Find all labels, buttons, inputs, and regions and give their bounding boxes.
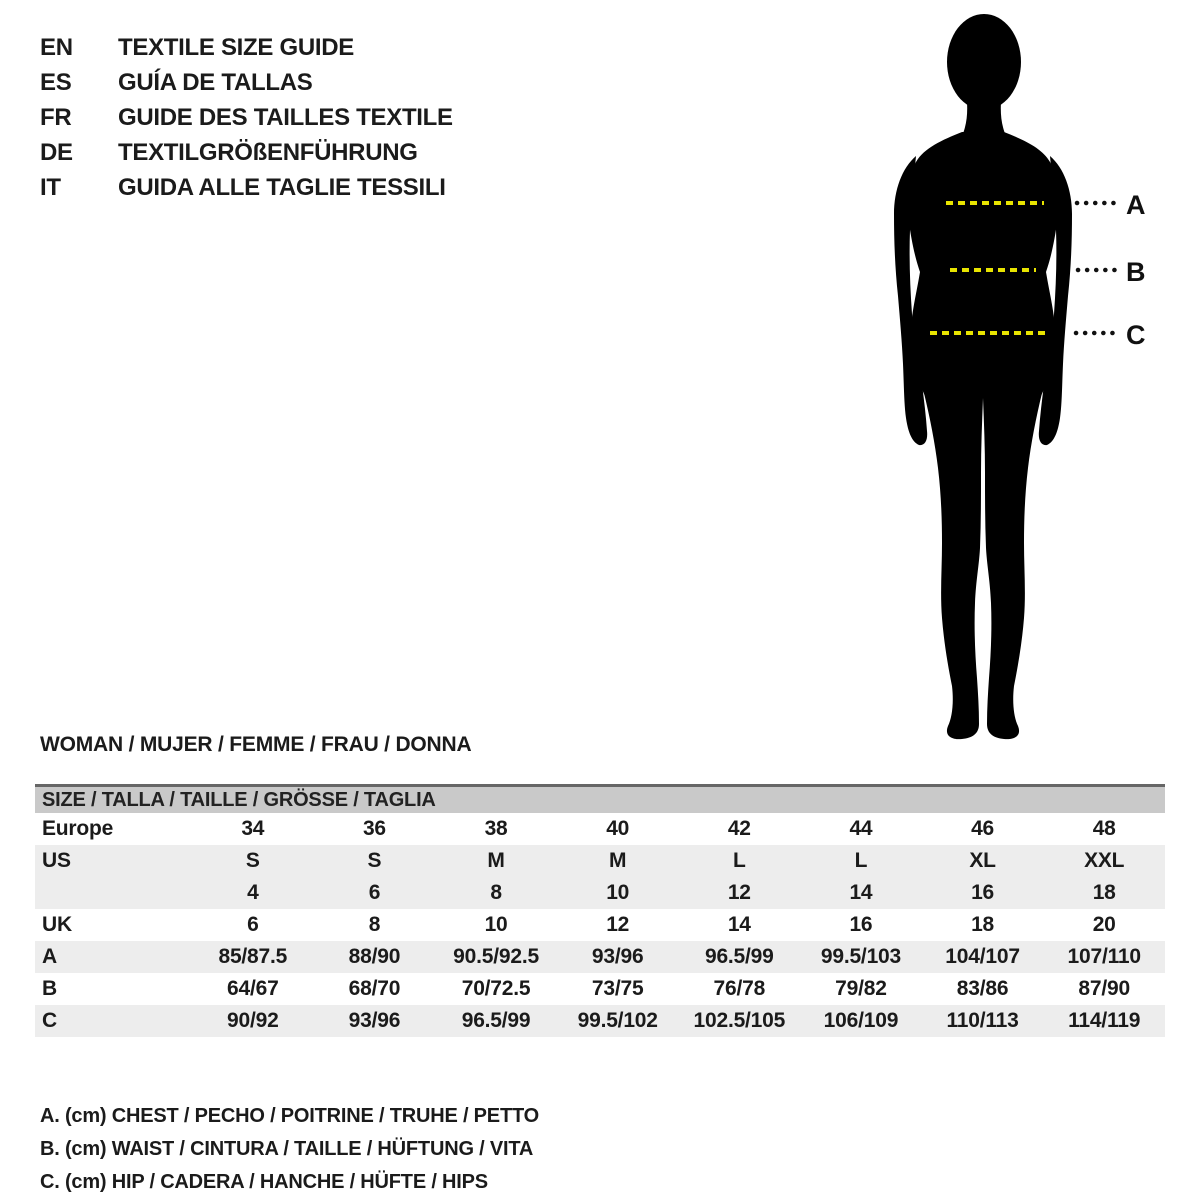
language-code: EN [40, 34, 73, 61]
table-cell: XXL [1084, 849, 1125, 872]
language-code: ES [40, 69, 72, 96]
table-row [35, 941, 1165, 973]
table-cell: 70/72.5 [461, 977, 531, 1000]
table-cell: 104/107 [945, 945, 1020, 968]
table-row [35, 845, 1165, 877]
silhouette-right-leg [983, 393, 1042, 739]
table-cell: 6 [247, 913, 259, 936]
table-cell: XL [969, 849, 996, 872]
table-cell: 10 [484, 913, 508, 936]
table-cell: 90/92 [227, 1009, 279, 1032]
woman-silhouette-figure [880, 8, 1180, 748]
table-cell: L [854, 849, 868, 872]
table-cell: 18 [971, 913, 995, 936]
marker-label-b: B [1126, 257, 1146, 287]
table-cell: 93/96 [591, 945, 644, 968]
table-row [35, 909, 1165, 941]
language-title-list [40, 30, 453, 205]
table-cell: S [245, 849, 260, 872]
table-cell: 14 [727, 913, 751, 936]
table-cell: 20 [1092, 913, 1116, 936]
table-cell: 12 [727, 881, 751, 904]
table-cell: 73/75 [591, 977, 644, 1000]
table-cell: 79/82 [835, 977, 887, 1000]
silhouette-torso [906, 132, 1060, 398]
table-cell: 110/113 [946, 1009, 1019, 1032]
table-cell: M [487, 849, 505, 872]
table-cell: 96.5/99 [461, 1009, 531, 1032]
measurement-legend [40, 1100, 539, 1199]
table-cell: 90.5/92.5 [453, 945, 539, 968]
table-cell: 16 [971, 881, 995, 904]
table-row [35, 1005, 1165, 1037]
language-row [40, 170, 453, 205]
table-cell: L [732, 849, 746, 872]
table-cell: 68/70 [348, 977, 401, 1000]
row-label: B [42, 977, 57, 1000]
silhouette-body [894, 14, 1072, 739]
language-row [40, 100, 453, 135]
row-label: UK [42, 913, 72, 936]
language-row [40, 30, 453, 65]
section-title: WOMAN / MUJER / FEMME / FRAU / DONNA [40, 733, 472, 756]
legend-line: C. (cm) HIP / CADERA / HANCHE / HÜFTE / HIPS [40, 1171, 488, 1193]
language-code: IT [40, 174, 61, 201]
table-cell: M [609, 849, 627, 872]
language-code: DE [40, 139, 73, 166]
table-cell: 64/67 [227, 977, 279, 1000]
legend-line: A. (cm) CHEST / PECHO / POITRINE / TRUHE / PETTO [40, 1105, 539, 1127]
language-row [40, 65, 453, 100]
marker-label-c: C [1126, 320, 1146, 350]
table-cell: 88/90 [348, 945, 401, 968]
table-cell: 44 [849, 817, 873, 840]
table-cell: 106/109 [823, 1009, 899, 1032]
size-table-header: SIZE / TALLA / TAILLE / GRÖSSE / TAGLIA [35, 784, 1165, 813]
table-cell: 6 [368, 881, 381, 904]
language-title: GUIDA ALLE TAGLIE TESSILI [118, 174, 446, 201]
table-cell: 114/119 [1068, 1009, 1141, 1032]
table-cell: 93/96 [348, 1009, 401, 1032]
language-row [40, 135, 453, 170]
table-cell: 99.5/103 [820, 945, 902, 968]
language-title: GUÍA DE TALLAS [118, 69, 313, 96]
table-cell: 10 [606, 881, 630, 904]
table-cell: 99.5/102 [577, 1009, 658, 1032]
size-table-rows [35, 813, 1165, 1037]
table-cell: 107/110 [1067, 945, 1141, 968]
table-cell: 76/78 [713, 977, 766, 1000]
table-cell: 8 [490, 881, 502, 904]
language-title: TEXTILGRÖßENFÜHRUNG [118, 139, 418, 166]
table-cell: 102.5/105 [693, 1009, 786, 1032]
row-label: A [42, 945, 57, 968]
legend-line: B. (cm) WAIST / CINTURA / TAILLE / HÜFTUNG / VITA [40, 1138, 534, 1160]
row-label: Europe [42, 817, 114, 840]
silhouette-neck [962, 90, 1006, 136]
table-cell: 48 [1092, 817, 1116, 840]
table-cell: 46 [971, 817, 995, 840]
woman-silhouette [880, 8, 1180, 748]
table-cell: 87/90 [1078, 977, 1130, 1000]
table-cell: 36 [362, 817, 386, 840]
table-cell: 40 [606, 817, 630, 840]
table-cell: 12 [606, 913, 630, 936]
table-cell: 42 [727, 817, 751, 840]
language-title: TEXTILE SIZE GUIDE [118, 34, 354, 61]
table-cell: 8 [368, 913, 381, 936]
table-cell: 38 [484, 817, 508, 840]
table-cell: 4 [247, 881, 259, 904]
table-cell: 83/86 [956, 977, 1009, 1000]
table-cell: 18 [1092, 881, 1116, 904]
table-cell: S [367, 849, 382, 872]
table-cell: 96.5/99 [704, 945, 774, 968]
marker-label-a: A [1126, 190, 1146, 220]
language-title: GUIDE DES TAILLES TEXTILE [118, 104, 453, 131]
table-cell: 85/87.5 [218, 945, 288, 968]
row-label: US [42, 849, 71, 872]
table-row [35, 973, 1165, 1005]
language-code: FR [40, 104, 72, 131]
table-cell: 14 [849, 881, 873, 904]
table-row [35, 877, 1165, 909]
table-cell: 34 [241, 817, 265, 840]
row-label: C [42, 1009, 57, 1032]
silhouette-left-leg [924, 393, 983, 739]
size-table [35, 784, 1165, 1037]
table-row [35, 813, 1165, 845]
table-cell: 16 [849, 913, 873, 936]
